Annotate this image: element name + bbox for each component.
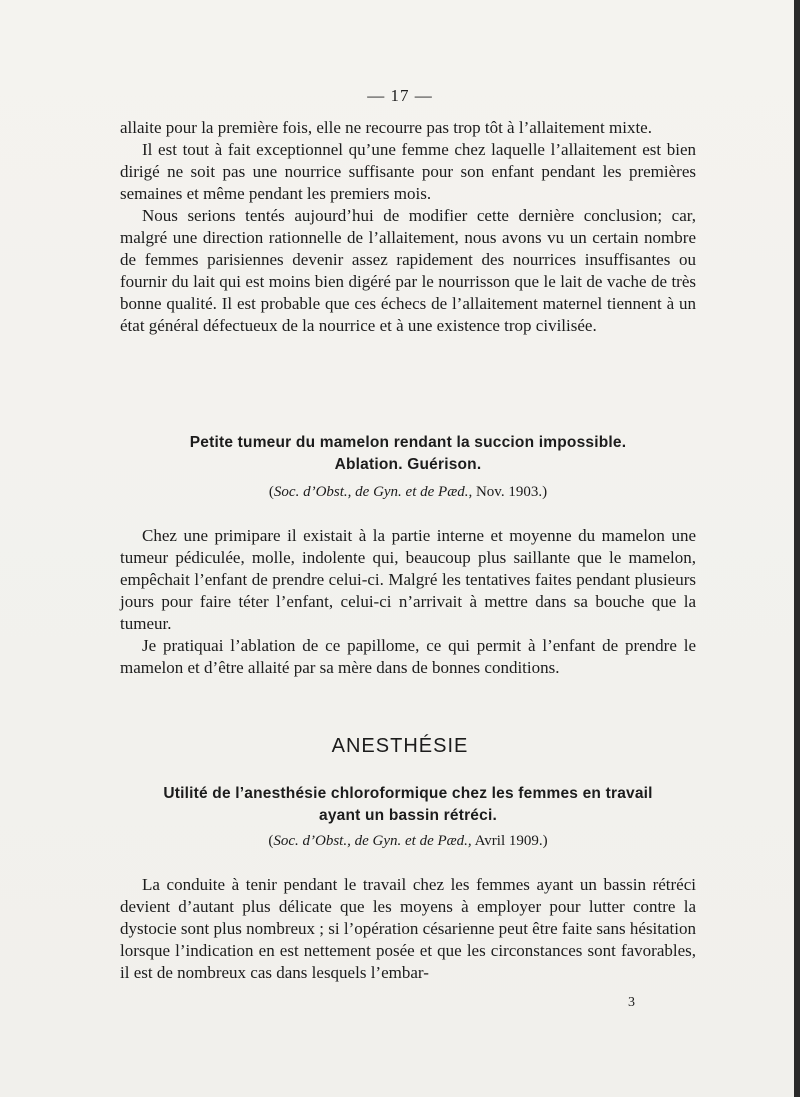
intro-paragraph-1: allaite pour la première fois, elle ne recourre pas trop tôt à l’allaitement mixte. <box>120 118 652 137</box>
section-title: ANESTHÉSIE <box>331 735 469 757</box>
intro-paragraph-3: Nous serions tentés aujourd’hui de modifier cette dernière conclusion; car, malgré une direction rationnelle de l’allaitement, nous avons vu un certain nombre de femmes parisiennes devenir assez rapidement des nourrices insuffisantes ou fournir du lait qui est moins bien digéré par le nourrisson que le lait de vache de très bonne qualité. Il est probable que ces échecs de l’allaitement maternel tiennent à un état général défectueux de la nourrice et à une existence trop civilisée. <box>120 206 696 335</box>
ref-date: Nov. 1903.) <box>472 484 548 500</box>
article-1-title-line-2: Ablation. Guérison. <box>334 456 482 473</box>
article-2-paragraph-1: La conduite à tenir pendant le travail chez les femmes ayant un bassin rétréci devient d’autant plus délicate que les moyens à employer pour lutter contre la dystocie sont plus nombreux ; si l’opération césarienne peut être faite sans hésitation lorsque l’indication en est nettement posée et que les circonstances sont favorables, il est de nombreux cas dans lesquels l’embar- <box>120 875 696 982</box>
article-2-reference <box>120 830 696 852</box>
article-1-heading <box>120 432 696 503</box>
ref-date: Avril 1909.) <box>471 833 548 849</box>
article-1-paragraph-2: Je pratiquai l’ablation de ce papillome, ce qui permit à l’enfant de prendre le mamelon et d’être allaité par sa mère dans de bonnes conditions. <box>120 636 696 677</box>
article-1-reference <box>120 481 696 503</box>
article-1-paragraph-1: Chez une primipare il existait à la partie interne et moyenne du mamelon une tumeur pédiculée, molle, indolente qui, beaucoup plus saillante que le mamelon, empêchait l’enfant de prendre celui-ci. Malgré les tentatives faites pendant plusieurs jours pour faire téter l’enfant, celui-ci n’arrivait à mettre dans sa bouche que la tumeur. <box>120 526 696 633</box>
intro-paragraph-2: Il est tout à fait exceptionnel qu’une femme chez laquelle l’allaitement est bien dirigé ne soit pas une nourrice suffisante pour son enfant pendant les premières semaines et même pendant les premiers mois. <box>120 140 696 203</box>
ref-open: ( <box>268 833 274 849</box>
article-2-heading <box>120 783 696 852</box>
article-2-body <box>120 874 696 984</box>
ref-journal: Soc. d’Obst., de Gyn. et de Pæd., <box>273 484 473 500</box>
article-2-title-line-1: Utilité de l’anesthésie chloroformique chez les femmes en travail <box>163 785 653 802</box>
article-1-title-line-1: Petite tumeur du mamelon rendant la succion impossible. <box>189 434 627 451</box>
signature-mark: 3 <box>628 995 635 1010</box>
ref-journal: Soc. d’Obst., de Gyn. et de Pæd., <box>273 833 472 849</box>
ref-open: ( <box>268 484 274 500</box>
article-1-body <box>120 525 696 679</box>
page-number: — 17 — <box>367 86 433 105</box>
article-2-title-line-2: ayant un bassin rétréci. <box>319 807 497 824</box>
page-edge-shadow <box>794 0 800 1097</box>
intro-text <box>120 117 696 337</box>
